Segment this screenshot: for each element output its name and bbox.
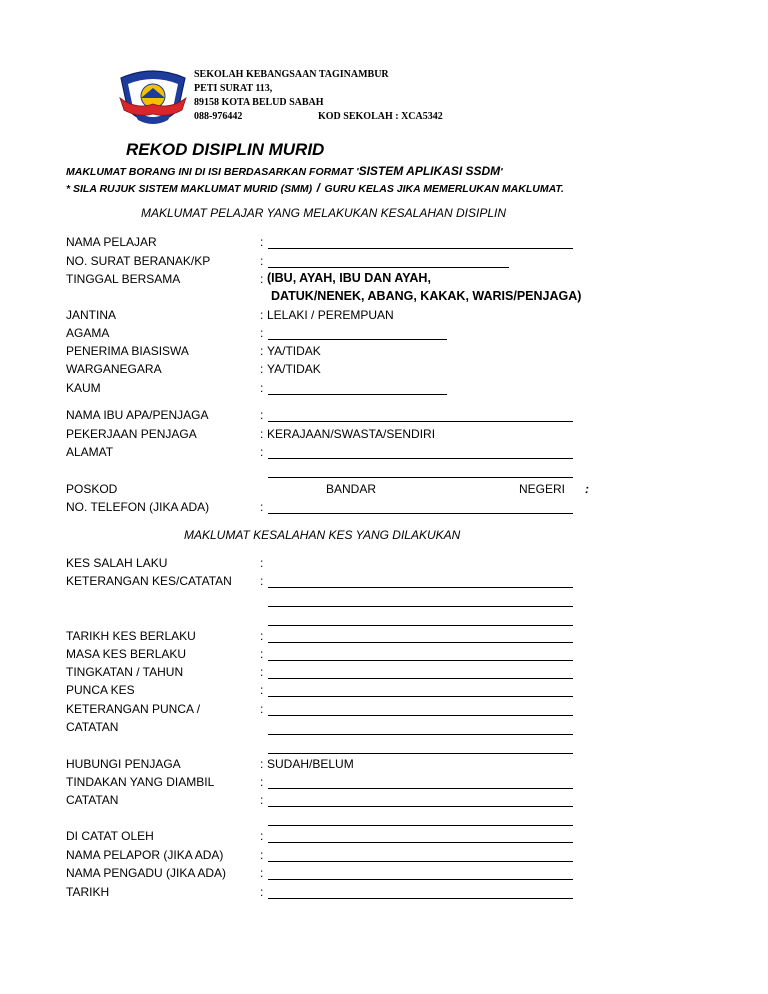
colon: :	[260, 272, 264, 286]
form-title: REKOD DISIPLIN MURID	[126, 140, 325, 159]
label-poskod: POSKOD	[66, 482, 118, 496]
colon: :	[260, 829, 264, 843]
school-address-2: 89158 KOTA BELUD SABAH	[194, 97, 324, 108]
label-kes-salah: KES SALAH LAKU	[66, 556, 168, 570]
colon: :	[260, 445, 264, 459]
label-kaum: KAUM	[66, 381, 101, 395]
field-tarikh[interactable]	[268, 898, 573, 899]
colon: :	[260, 702, 264, 716]
field-catatan-2[interactable]	[268, 825, 573, 826]
colon: :	[260, 235, 264, 249]
label-keterangan-punca: KETERANGAN PUNCA /	[66, 702, 201, 716]
label-masa-kes: MASA KES BERLAKU	[66, 647, 187, 661]
section-2-heading: MAKLUMAT KESALAHAN KES YANG DILAKUKAN	[184, 528, 461, 542]
label-alamat: ALAMAT	[66, 445, 114, 459]
school-address-1: PETI SURAT 113,	[194, 83, 273, 94]
field-nama-pelajar[interactable]	[268, 248, 573, 249]
colon: :	[260, 500, 264, 514]
colon: :	[260, 683, 264, 697]
label-pengadu: NAMA PENGADU (JIKA ADA)	[66, 866, 227, 880]
field-alamat-1[interactable]	[268, 458, 573, 459]
field-keterangan-kes-2[interactable]	[268, 606, 573, 607]
form-note-1	[66, 162, 503, 180]
field-telefon[interactable]	[268, 513, 573, 514]
colon: :	[260, 757, 264, 771]
field-tindakan[interactable]	[268, 788, 573, 789]
section-1-heading: MAKLUMAT PELAJAR YANG MELAKUKAN KESALAHAN DISIPLIN	[141, 206, 507, 220]
label-pelapor: NAMA PELAPOR (JIKA ADA)	[66, 848, 224, 862]
colon: :	[260, 326, 264, 340]
note-2-slash: /	[316, 181, 320, 195]
label-tarikh: TARIKH	[66, 885, 110, 899]
field-agama[interactable]	[268, 339, 447, 340]
label-hubungi: HUBUNGI PENJAGA	[66, 757, 181, 771]
school-logo	[118, 70, 188, 132]
label-bandar: BANDAR	[326, 482, 377, 496]
field-punca[interactable]	[268, 696, 573, 697]
field-pelapor[interactable]	[268, 861, 573, 862]
label-nama-ibu: NAMA IBU APA/PENJAGA	[66, 408, 209, 422]
school-name: SEKOLAH KEBANGSAAN TAGINAMBUR	[194, 69, 389, 80]
field-catatan-1[interactable]	[268, 806, 573, 807]
school-code: KOD SEKOLAH : XCA5342	[318, 111, 443, 122]
colon: :	[260, 344, 264, 358]
label-punca: PUNCA KES	[66, 683, 135, 697]
label-catatan-punca: CATATAN	[66, 720, 119, 734]
colon: :	[260, 866, 264, 880]
colon: :	[260, 574, 264, 588]
colon: :	[260, 408, 264, 422]
label-tindakan: TINDAKAN YANG DIAMBIL	[66, 775, 215, 789]
note-2-prefix: * SILA RUJUK SISTEM MAKLUMAT MURID (SMM)	[66, 183, 313, 195]
field-nama-ibu[interactable]	[268, 421, 573, 422]
field-no-surat[interactable]	[268, 267, 509, 268]
school-phone: 088-976442	[194, 111, 243, 122]
label-tarikh-kes: TARIKH KES BERLAKU	[66, 629, 196, 643]
colon: :	[260, 848, 264, 862]
label-penerima: PENERIMA BIASISWA	[66, 344, 189, 358]
label-tinggal: TINGGAL BERSAMA	[66, 272, 181, 286]
hubungi-options: SUDAH/BELUM	[267, 757, 354, 771]
colon: :	[585, 482, 589, 496]
field-pengadu[interactable]	[268, 879, 573, 880]
field-keterangan-punca-1[interactable]	[268, 715, 573, 716]
field-keterangan-punca-3[interactable]	[268, 753, 573, 754]
colon: :	[260, 647, 264, 661]
colon: :	[260, 665, 264, 679]
warganegara-options: YA/TIDAK	[267, 362, 321, 376]
tinggal-options-1: (IBU, AYAH, IBU DAN AYAH,	[267, 271, 431, 285]
colon: :	[260, 629, 264, 643]
colon: :	[260, 254, 264, 268]
note-1-highlight: SISTEM APLIKASI SSDM	[358, 164, 501, 178]
colon: :	[260, 885, 264, 899]
label-warganegara: WARGANEGARA	[66, 362, 162, 376]
colon: :	[260, 427, 264, 441]
tinggal-options-2: DATUK/NENEK, ABANG, KAKAK, WARIS/PENJAGA)	[271, 289, 582, 303]
label-nama-pelajar: NAMA PELAJAR	[66, 235, 157, 249]
pekerjaan-options: KERAJAAN/SWASTA/SENDIRI	[267, 427, 436, 441]
field-masa-kes[interactable]	[268, 660, 573, 661]
field-keterangan-kes-1[interactable]	[268, 587, 573, 588]
label-jantina: JANTINA	[66, 308, 117, 322]
note-2-suffix: GURU KELAS JIKA MEMERLUKAN MAKLUMAT.	[324, 183, 564, 195]
label-telefon: NO. TELEFON (JIKA ADA)	[66, 500, 210, 514]
colon: :	[260, 556, 264, 570]
jantina-options: LELAKI / PEREMPUAN	[267, 308, 394, 322]
form-note-2	[66, 179, 564, 197]
penerima-options: YA/TIDAK	[267, 344, 321, 358]
field-kaum[interactable]	[268, 394, 447, 395]
colon: :	[260, 362, 264, 376]
label-agama: AGAMA	[66, 326, 110, 340]
field-tarikh-kes[interactable]	[268, 642, 573, 643]
field-tingkatan[interactable]	[268, 678, 573, 679]
label-negeri: NEGERI	[519, 482, 566, 496]
colon: :	[260, 381, 264, 395]
field-keterangan-punca-2[interactable]	[268, 734, 573, 735]
note-1-suffix: '	[500, 166, 503, 178]
note-1-prefix: MAKLUMAT BORANG INI DI ISI BERDASARKAN FORMAT '	[66, 166, 359, 178]
field-dicatat[interactable]	[268, 842, 573, 843]
label-no-surat: NO. SURAT BERANAK/KP	[66, 254, 211, 268]
field-alamat-2[interactable]	[268, 477, 573, 478]
label-dicatat: DI CATAT OLEH	[66, 829, 154, 843]
colon: :	[260, 308, 264, 322]
colon: :	[260, 793, 264, 807]
field-keterangan-kes-3[interactable]	[268, 625, 573, 626]
colon: :	[260, 775, 264, 789]
label-keterangan-kes: KETERANGAN KES/CATATAN	[66, 574, 232, 588]
label-tingkatan: TINGKATAN / TAHUN	[66, 665, 184, 679]
label-pekerjaan: PEKERJAAN PENJAGA	[66, 427, 197, 441]
label-catatan: CATATAN	[66, 793, 119, 807]
